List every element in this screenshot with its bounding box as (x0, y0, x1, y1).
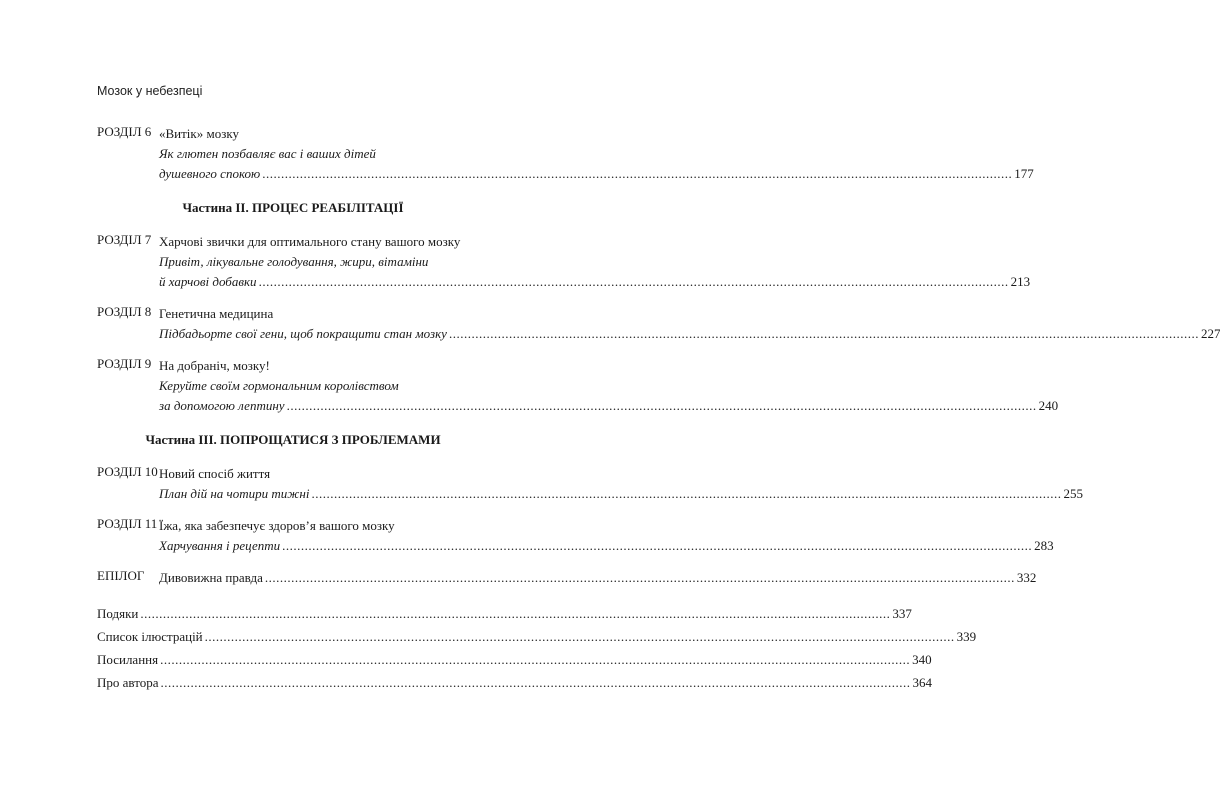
chapter-title: Новий спосіб життя (159, 466, 271, 481)
toc-entry-about-author[interactable] (97, 673, 933, 693)
chapter-subtitle: душевного спокою (159, 166, 261, 181)
page-number: 213 (1010, 274, 1031, 289)
page-number: 283 (1034, 538, 1054, 553)
dot-leader (287, 396, 1037, 416)
chapter-title: Їжа, яка забезпечує здоров’я вашого мозку (159, 518, 395, 533)
chapter-title: «Витік» мозку (159, 126, 239, 141)
chapter-label: РОЗДІЛ 11 (97, 516, 158, 531)
page-number: 337 (892, 606, 912, 621)
toc-entry-chapter-10[interactable] (97, 464, 1083, 504)
chapter-label: РОЗДІЛ 6 (97, 124, 152, 139)
page-number: 332 (1016, 570, 1037, 585)
chapter-label: ЕПІЛОГ (97, 568, 145, 583)
chapter-label: РОЗДІЛ 7 (97, 232, 152, 247)
chapter-title: Харчові звички для оптимального стану вашого мозку (159, 234, 461, 249)
dot-leader (265, 568, 1015, 588)
chapter-subtitle: Харчування і рецепти (159, 538, 281, 553)
chapter-subtitle: за допомогою лептину (159, 398, 285, 413)
page-number: 340 (912, 652, 932, 667)
entry-title: Подяки (97, 606, 139, 621)
part-heading-2: Частина II. ПРОЦЕС РЕАБІЛІТАЦІЇ (182, 200, 404, 215)
toc-entry-chapter-7[interactable] (97, 232, 1031, 292)
chapter-subtitle: Як глютен позбавляє вас і ваших дітей (159, 146, 376, 161)
chapter-label: РОЗДІЛ 9 (97, 356, 152, 371)
chapter-title: На добраніч, мозку! (159, 358, 270, 373)
toc-entry-epilogue[interactable] (97, 568, 1037, 588)
entry-title: Посилання (97, 652, 159, 667)
dot-leader (449, 324, 1199, 344)
dot-leader (205, 627, 955, 647)
toc-entry-chapter-6[interactable] (97, 124, 1034, 184)
chapter-subtitle: й харчові добавки (159, 274, 257, 289)
dot-leader (282, 536, 1032, 556)
chapter-subtitle: Підбадьорте свої гени, щоб покращити стан мозку (159, 326, 447, 341)
page-number: 364 (912, 675, 933, 690)
dot-leader (262, 164, 1012, 184)
toc-entry-illustrations[interactable] (97, 627, 977, 647)
toc-entry-references[interactable] (97, 650, 932, 670)
toc-entry-chapter-8[interactable] (97, 304, 1220, 344)
chapter-title: Дивовижна правда (159, 570, 263, 585)
dot-leader (259, 272, 1009, 292)
toc-entry-chapter-11[interactable] (97, 516, 1054, 556)
back-matter (97, 604, 977, 693)
dot-leader (160, 650, 910, 670)
page-number: 255 (1063, 486, 1083, 501)
page-number: 240 (1038, 398, 1059, 413)
entry-title: Список ілюстрацій (97, 629, 203, 644)
page-number: 177 (1014, 166, 1034, 181)
dot-leader (140, 604, 890, 624)
toc-entry-acknowledgements[interactable] (97, 604, 912, 624)
page-number: 339 (956, 629, 977, 644)
running-head: Мозок у небезпеці (97, 84, 203, 98)
chapter-subtitle: План дій на чотири тижні (159, 486, 310, 501)
toc-entry-chapter-9[interactable] (97, 356, 1059, 416)
chapter-subtitle: Керуйте своїм гормональним королівством (159, 378, 399, 393)
chapter-title: Генетична медицина (159, 306, 274, 321)
table-of-contents (97, 124, 1220, 696)
dot-leader (161, 673, 911, 693)
chapter-subtitle: Привіт, лікувальне голодування, жири, вітаміни (159, 254, 429, 269)
page-number: 227 (1200, 326, 1220, 341)
chapter-label: РОЗДІЛ 8 (97, 304, 152, 319)
part-heading-3: Частина III. ПОПРОЩАТИСЯ З ПРОБЛЕМАМИ (145, 432, 441, 447)
chapter-label: РОЗДІЛ 10 (97, 464, 158, 479)
entry-title: Про автора (97, 675, 159, 690)
dot-leader (311, 484, 1061, 504)
